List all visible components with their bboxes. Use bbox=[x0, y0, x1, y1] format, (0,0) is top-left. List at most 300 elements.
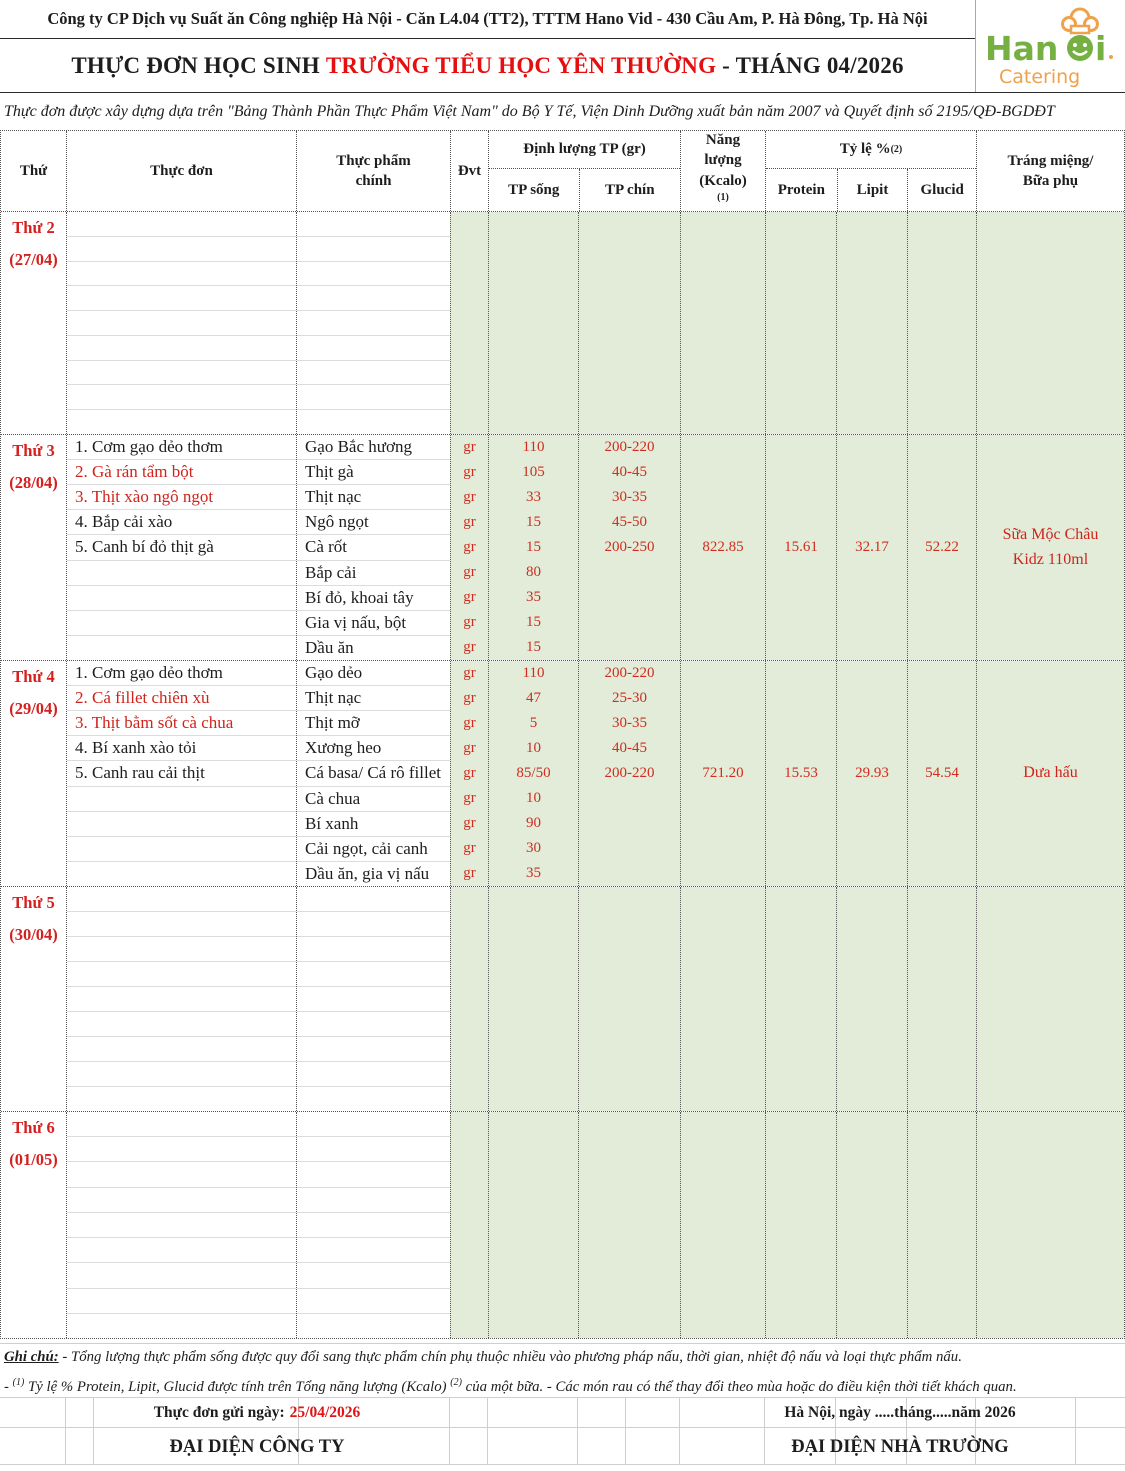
title-suffix: - THÁNG 04/2026 bbox=[722, 52, 904, 78]
gridline bbox=[0, 1343, 1125, 1344]
menu-basis-note: Thực đơn được xây dựng dựa trên "Bảng Thành Phần Thực Phẩm Việt Nam" do Bộ Y Tế, Viện Dinh Dưỡng xuất bản năm 2007 và Quyết định số 2195/QĐ-BGDĐT bbox=[4, 102, 1055, 120]
tp-song-value bbox=[489, 1187, 578, 1212]
menu-item bbox=[67, 1162, 296, 1187]
dvt-value bbox=[451, 409, 488, 434]
food-item bbox=[297, 1037, 450, 1062]
menu-item: 5. Canh rau cải thịt bbox=[67, 761, 296, 786]
dvt-cell bbox=[450, 435, 488, 660]
energy-cell bbox=[680, 887, 765, 1111]
tp-chin-value: 200-250 bbox=[604, 539, 655, 555]
dvt-value: gr bbox=[463, 665, 476, 681]
hanoi-catering-logo bbox=[975, 0, 1125, 93]
tp-song-value bbox=[489, 912, 578, 937]
col-header-ty-le: Tỷ lệ % (2) bbox=[766, 131, 976, 169]
food-item bbox=[297, 311, 450, 336]
food-item bbox=[297, 962, 450, 987]
dvt-value bbox=[451, 987, 488, 1012]
tp-chin-cell bbox=[578, 661, 680, 886]
day-cell bbox=[1, 212, 66, 434]
food-item bbox=[297, 1314, 450, 1338]
dvt-value bbox=[451, 937, 488, 962]
day-row bbox=[1, 886, 1124, 1111]
col-header-foods bbox=[296, 131, 450, 211]
tp-song-value: 105 bbox=[522, 464, 545, 480]
food-item bbox=[297, 987, 450, 1012]
col-header-energy-line1: Năng bbox=[705, 132, 741, 148]
tp-song-value: 15 bbox=[526, 639, 541, 655]
lipit-cell bbox=[836, 435, 907, 660]
tp-song-value: 80 bbox=[526, 564, 541, 580]
tp-chin-value bbox=[579, 861, 680, 886]
food-item bbox=[297, 410, 450, 434]
dvt-value bbox=[451, 212, 488, 237]
day-date: (30/04) bbox=[9, 925, 58, 945]
dvt-value bbox=[451, 1137, 488, 1162]
dvt-value bbox=[451, 286, 488, 311]
tp-chin-value bbox=[579, 1313, 680, 1338]
food-item: Gia vị nấu, bột bbox=[297, 611, 450, 636]
dvt-value bbox=[451, 335, 488, 360]
lipit-cell bbox=[836, 661, 907, 886]
menu-cell bbox=[66, 435, 296, 660]
logo-text-han: Han bbox=[985, 28, 1059, 68]
page-title bbox=[0, 39, 975, 92]
protein-cell-value: 15.53 bbox=[784, 765, 818, 781]
food-item: Bí đỏ, khoai tây bbox=[297, 586, 450, 611]
day-date: (01/05) bbox=[9, 1150, 58, 1170]
dessert-cell bbox=[976, 661, 1124, 886]
tp-chin-value: 45-50 bbox=[612, 514, 647, 530]
tp-chin-value: 200-220 bbox=[604, 665, 655, 681]
tp-chin-value: 25-30 bbox=[612, 690, 647, 706]
food-item: Thịt nạc bbox=[297, 485, 450, 510]
tp-song-value bbox=[489, 409, 578, 434]
tp-song-value bbox=[489, 1238, 578, 1263]
food-item bbox=[297, 1137, 450, 1162]
tp-song-value bbox=[489, 385, 578, 410]
menu-item bbox=[67, 1012, 296, 1037]
menu-item: 3. Thịt bằm sốt cà chua bbox=[67, 711, 296, 736]
tp-chin-value: 30-35 bbox=[612, 715, 647, 731]
dvt-value: gr bbox=[463, 765, 476, 781]
footnotes bbox=[0, 1339, 1125, 1399]
tp-song-value bbox=[489, 1288, 578, 1313]
dessert-cell-value: Dưa hấu bbox=[1023, 764, 1078, 782]
menu-item: 1. Cơm gạo dẻo thơm bbox=[67, 661, 296, 686]
dvt-value bbox=[451, 1288, 488, 1313]
dvt-value: gr bbox=[463, 840, 476, 856]
col-header-dessert-line2: Bữa phụ bbox=[1022, 173, 1079, 189]
energy-cell-value: 822.85 bbox=[702, 539, 744, 555]
day-name: Thứ 4 bbox=[12, 667, 55, 686]
glucid-cell bbox=[907, 661, 976, 886]
glucid-cell-value: 52.22 bbox=[925, 539, 959, 555]
menu-item bbox=[67, 561, 296, 586]
tp-chin-value bbox=[579, 1263, 680, 1288]
dessert-cell bbox=[976, 212, 1124, 434]
col-header-menu-label: Thực đơn bbox=[150, 162, 213, 179]
menu-item bbox=[67, 586, 296, 611]
tp-chin-value bbox=[579, 286, 680, 311]
dvt-value bbox=[451, 1011, 488, 1036]
tp-song-cell bbox=[488, 661, 578, 886]
menu-item bbox=[67, 837, 296, 862]
title-prefix: THỰC ĐƠN HỌC SINH bbox=[71, 52, 320, 78]
menu-item: 4. Bí xanh xào tỏi bbox=[67, 736, 296, 761]
tp-song-value: 47 bbox=[526, 690, 541, 706]
gridline bbox=[487, 1398, 488, 1464]
glucid-cell bbox=[907, 212, 976, 434]
lipit-cell-value: 32.17 bbox=[855, 539, 889, 555]
dvt-value bbox=[451, 1187, 488, 1212]
food-item: Xương heo bbox=[297, 736, 450, 761]
menu-item bbox=[67, 1188, 296, 1213]
food-item bbox=[297, 937, 450, 962]
tp-song-value: 35 bbox=[526, 865, 541, 881]
day-row bbox=[1, 211, 1124, 434]
gridline bbox=[0, 1397, 1125, 1398]
food-item: Cải ngọt, cải canh bbox=[297, 837, 450, 862]
tp-song-value bbox=[489, 261, 578, 286]
table-header bbox=[1, 131, 1124, 211]
food-item bbox=[297, 212, 450, 237]
day-label bbox=[1, 435, 66, 499]
menu-item bbox=[67, 636, 296, 660]
food-item bbox=[297, 1213, 450, 1238]
food-item: Bí xanh bbox=[297, 812, 450, 837]
tp-song-value: 10 bbox=[526, 790, 541, 806]
footnote-label: Ghi chú: bbox=[4, 1349, 59, 1365]
dvt-cell bbox=[450, 1112, 488, 1338]
col-header-lipit: Lipit bbox=[837, 169, 908, 211]
dvt-value bbox=[451, 912, 488, 937]
tp-song-value bbox=[489, 937, 578, 962]
tp-chin-value bbox=[579, 1212, 680, 1237]
col-header-dvt-label: Đvt bbox=[457, 162, 482, 179]
tp-song-value: 35 bbox=[526, 589, 541, 605]
tp-song-cell bbox=[488, 1112, 578, 1338]
tp-chin-value bbox=[579, 937, 680, 962]
col-header-dessert-line1: Tráng miệng/ bbox=[1007, 152, 1094, 169]
col-group-ty-le bbox=[765, 131, 976, 211]
menu-item bbox=[67, 1137, 296, 1162]
tp-song-value bbox=[489, 286, 578, 311]
gridline bbox=[577, 1398, 578, 1464]
tp-song-value bbox=[489, 212, 578, 237]
day-name: Thứ 3 bbox=[12, 441, 55, 460]
sent-date-label: Thực đơn gửi ngày: bbox=[153, 1404, 285, 1421]
protein-cell bbox=[765, 661, 836, 886]
dvt-value: gr bbox=[463, 564, 476, 580]
menu-item bbox=[67, 1213, 296, 1238]
day-cell bbox=[1, 435, 66, 660]
tp-chin-value bbox=[579, 1112, 680, 1137]
day-row bbox=[1, 1111, 1124, 1338]
dvt-value: gr bbox=[463, 614, 476, 630]
tp-song-value bbox=[489, 1212, 578, 1237]
menu-cell bbox=[66, 661, 296, 886]
dvt-value bbox=[451, 237, 488, 262]
menu-item bbox=[67, 937, 296, 962]
place-date-line: Hà Nội, ngày .....tháng.....năm 2026 bbox=[784, 1404, 1016, 1421]
tp-chin-value bbox=[579, 335, 680, 360]
col-header-dessert bbox=[976, 131, 1124, 211]
energy-cell bbox=[680, 1112, 765, 1338]
dessert-cell bbox=[976, 1112, 1124, 1338]
logo-text-i: i bbox=[1095, 28, 1107, 68]
dvt-value bbox=[451, 1112, 488, 1137]
day-date: (29/04) bbox=[9, 699, 58, 719]
day-row bbox=[1, 660, 1124, 886]
protein-cell bbox=[765, 212, 836, 434]
tp-chin-value: 40-45 bbox=[612, 464, 647, 480]
tp-song-value: 110 bbox=[522, 439, 545, 455]
menu-item bbox=[67, 336, 296, 361]
tp-chin-value bbox=[579, 635, 680, 660]
tp-chin-value bbox=[579, 360, 680, 385]
dessert-cell-value: Sữa Mộc Châu Kidz 110ml bbox=[1002, 525, 1099, 568]
tp-chin-value bbox=[579, 311, 680, 336]
menu-item bbox=[67, 311, 296, 336]
dvt-cell bbox=[450, 887, 488, 1111]
tp-chin-value: 30-35 bbox=[612, 489, 647, 505]
dvt-value bbox=[451, 261, 488, 286]
col-header-protein: Protein bbox=[777, 181, 825, 198]
table-body bbox=[1, 211, 1124, 1338]
dvt-cell bbox=[450, 212, 488, 434]
logo-text-catering: Catering bbox=[999, 65, 1081, 88]
tp-song-value bbox=[489, 1086, 578, 1111]
dessert-cell bbox=[976, 435, 1124, 660]
col-header-thu-label: Thứ bbox=[19, 162, 48, 179]
title-school-name: TRƯỜNG TIỂU HỌC YÊN THƯỜNG bbox=[325, 52, 717, 78]
tp-chin-value: 200-220 bbox=[604, 439, 655, 455]
menu-item bbox=[67, 1263, 296, 1288]
tp-chin-value bbox=[579, 987, 680, 1012]
tp-song-value bbox=[489, 311, 578, 336]
food-item bbox=[297, 1188, 450, 1213]
tp-chin-value bbox=[579, 1238, 680, 1263]
protein-cell bbox=[765, 887, 836, 1111]
tp-song-value bbox=[489, 1112, 578, 1137]
tp-song-value: 30 bbox=[526, 840, 541, 856]
menu-cell bbox=[66, 887, 296, 1111]
dvt-value: gr bbox=[463, 464, 476, 480]
food-item bbox=[297, 237, 450, 262]
dvt-value bbox=[451, 385, 488, 410]
food-item: Dầu ăn bbox=[305, 637, 354, 657]
col-header-energy-line2: lượng bbox=[704, 152, 742, 169]
protein-cell bbox=[765, 1112, 836, 1338]
tp-song-value: 10 bbox=[526, 740, 541, 756]
tp-chin-value bbox=[579, 1162, 680, 1187]
logo-graphic bbox=[983, 5, 1119, 89]
footnote-line-2: - $^{(1)}$ Tỷ lệ % Protein, Lipit, Glucid được tính trên Tổng năng lượng (Kcalo) $^{(2)}$ của một bữa. - Các món rau có thể thay đổi theo mùa hoặc do điều kiện thời tiết khách quan. bbox=[4, 1377, 1017, 1395]
dvt-value bbox=[451, 311, 488, 336]
signature-school: ĐẠI DIỆN NHÀ TRƯỜNG bbox=[791, 1436, 1009, 1457]
food-item: Cà rốt bbox=[297, 535, 450, 560]
dvt-value: gr bbox=[463, 539, 476, 555]
food-item: Cà chua bbox=[297, 787, 450, 812]
menu-item bbox=[67, 286, 296, 311]
tp-chin-value bbox=[579, 1137, 680, 1162]
dvt-value bbox=[451, 1263, 488, 1288]
day-label bbox=[1, 661, 66, 725]
tp-chin-value bbox=[579, 585, 680, 610]
menu-item bbox=[67, 237, 296, 262]
dvt-value bbox=[451, 1212, 488, 1237]
dvt-value bbox=[451, 1162, 488, 1187]
gridline bbox=[0, 1427, 1125, 1428]
dvt-value: gr bbox=[463, 715, 476, 731]
food-item bbox=[297, 887, 450, 912]
tp-song-value bbox=[489, 1263, 578, 1288]
food-item: Dầu ăn, gia vị nấu bbox=[305, 863, 430, 883]
glucid-cell bbox=[907, 435, 976, 660]
day-name: Thứ 5 bbox=[12, 893, 55, 912]
tp-song-value: 85/50 bbox=[516, 765, 551, 781]
foods-cell bbox=[296, 435, 450, 660]
tp-song-value bbox=[489, 1061, 578, 1086]
menu-sent-date bbox=[65, 1399, 449, 1427]
food-item: Thịt nạc bbox=[297, 686, 450, 711]
day-cell bbox=[1, 887, 66, 1111]
day-cell bbox=[1, 661, 66, 886]
foods-cell bbox=[296, 661, 450, 886]
food-item: Ngô ngọt bbox=[297, 510, 450, 535]
food-item: Thịt gà bbox=[297, 460, 450, 485]
dessert-cell bbox=[976, 887, 1124, 1111]
food-item bbox=[297, 1263, 450, 1288]
col-header-menu bbox=[66, 131, 296, 211]
foods-cell bbox=[296, 887, 450, 1111]
energy-cell bbox=[680, 212, 765, 434]
day-label bbox=[1, 212, 66, 276]
day-label bbox=[1, 887, 66, 951]
tp-chin-value bbox=[579, 1288, 680, 1313]
sent-date-value: 25/04/2026 bbox=[289, 1404, 361, 1421]
footnote-line-1: Ghi chú: - Tổng lượng thực phẩm sống được quy đổi sang thực phẩm chín phụ thuộc nhiều vào phương pháp nấu, thời gian, nhiệt độ nấu và loại thực phẩm nấu. bbox=[4, 1349, 962, 1365]
food-item bbox=[297, 1162, 450, 1187]
food-item bbox=[297, 262, 450, 287]
menu-item bbox=[67, 361, 296, 386]
menu-item: 2. Gà rán tẩm bột bbox=[67, 460, 296, 485]
dvt-value: gr bbox=[463, 790, 476, 806]
tp-song-value bbox=[489, 335, 578, 360]
col-header-energy bbox=[680, 131, 765, 211]
menu-item bbox=[67, 912, 296, 937]
food-item bbox=[297, 1012, 450, 1037]
food-item bbox=[297, 286, 450, 311]
dvt-value: gr bbox=[463, 690, 476, 706]
glucid-cell-value: 54.54 bbox=[925, 765, 959, 781]
dvt-value bbox=[451, 1238, 488, 1263]
tp-song-value: 110 bbox=[522, 665, 545, 681]
protein-cell-value: 15.61 bbox=[784, 539, 818, 555]
tp-song-value bbox=[489, 1313, 578, 1338]
tp-chin-value bbox=[579, 836, 680, 861]
menu-item bbox=[67, 1314, 296, 1338]
tp-song-value bbox=[489, 1011, 578, 1036]
tp-chin-value bbox=[579, 786, 680, 811]
tp-chin-value bbox=[579, 1036, 680, 1061]
tp-song-value bbox=[489, 360, 578, 385]
food-item: Gạo dẻo bbox=[297, 661, 450, 686]
food-item bbox=[297, 385, 450, 410]
menu-table bbox=[0, 130, 1125, 1339]
day-date: (28/04) bbox=[9, 473, 58, 493]
foods-cell bbox=[296, 1112, 450, 1338]
dvt-value: gr bbox=[463, 815, 476, 831]
tp-song-value bbox=[489, 987, 578, 1012]
menu-item bbox=[67, 787, 296, 812]
dvt-value bbox=[451, 1313, 488, 1338]
tp-song-value: 15 bbox=[526, 539, 541, 555]
food-item bbox=[297, 1087, 450, 1111]
energy-cell-value: 721.20 bbox=[702, 765, 744, 781]
tp-chin-value bbox=[579, 212, 680, 237]
tp-chin-value bbox=[579, 912, 680, 937]
energy-cell bbox=[680, 435, 765, 660]
tp-chin-value: 40-45 bbox=[612, 740, 647, 756]
dvt-value bbox=[451, 1086, 488, 1111]
tp-song-value: 15 bbox=[526, 514, 541, 530]
signature-company: ĐẠI DIỆN CÔNG TY bbox=[169, 1436, 345, 1457]
food-item bbox=[297, 1289, 450, 1314]
menu-item bbox=[67, 385, 296, 410]
menu-cell bbox=[66, 1112, 296, 1338]
tp-chin-value bbox=[579, 1011, 680, 1036]
menu-item bbox=[67, 812, 296, 837]
gridline bbox=[449, 1398, 450, 1464]
tp-chin-value bbox=[579, 887, 680, 912]
tp-song-value bbox=[489, 1162, 578, 1187]
dvt-value bbox=[451, 1036, 488, 1061]
food-item: Gạo Bắc hương bbox=[297, 435, 450, 460]
menu-item bbox=[67, 410, 296, 434]
menu-item bbox=[67, 987, 296, 1012]
tp-song-value bbox=[489, 1036, 578, 1061]
food-item bbox=[297, 336, 450, 361]
tp-song-value bbox=[489, 237, 578, 262]
glucid-cell bbox=[907, 887, 976, 1111]
tp-chin-value bbox=[579, 237, 680, 262]
menu-item bbox=[67, 1062, 296, 1087]
col-group-dinh-luong bbox=[488, 131, 680, 211]
tp-chin-value bbox=[579, 560, 680, 585]
dvt-value bbox=[451, 887, 488, 912]
menu-item bbox=[67, 611, 296, 636]
menu-item: 1. Cơm gạo dẻo thơm bbox=[67, 435, 296, 460]
menu-item bbox=[67, 962, 296, 987]
col-header-tp-chin: TP chín bbox=[579, 169, 680, 211]
menu-item bbox=[67, 1037, 296, 1062]
menu-item bbox=[67, 1238, 296, 1263]
menu-item bbox=[67, 1087, 296, 1111]
tp-song-cell bbox=[488, 212, 578, 434]
tp-song-value: 15 bbox=[526, 614, 541, 630]
registered-dot bbox=[1109, 55, 1113, 59]
dvt-value: gr bbox=[463, 489, 476, 505]
food-item bbox=[297, 912, 450, 937]
dvt-cell bbox=[450, 661, 488, 886]
dvt-value: gr bbox=[463, 589, 476, 605]
day-name: Thứ 6 bbox=[12, 1118, 55, 1137]
food-item bbox=[297, 1238, 450, 1263]
dvt-value: gr bbox=[463, 740, 476, 756]
col-header-glucid: Glucid bbox=[907, 169, 976, 211]
dvt-value: gr bbox=[463, 439, 476, 455]
